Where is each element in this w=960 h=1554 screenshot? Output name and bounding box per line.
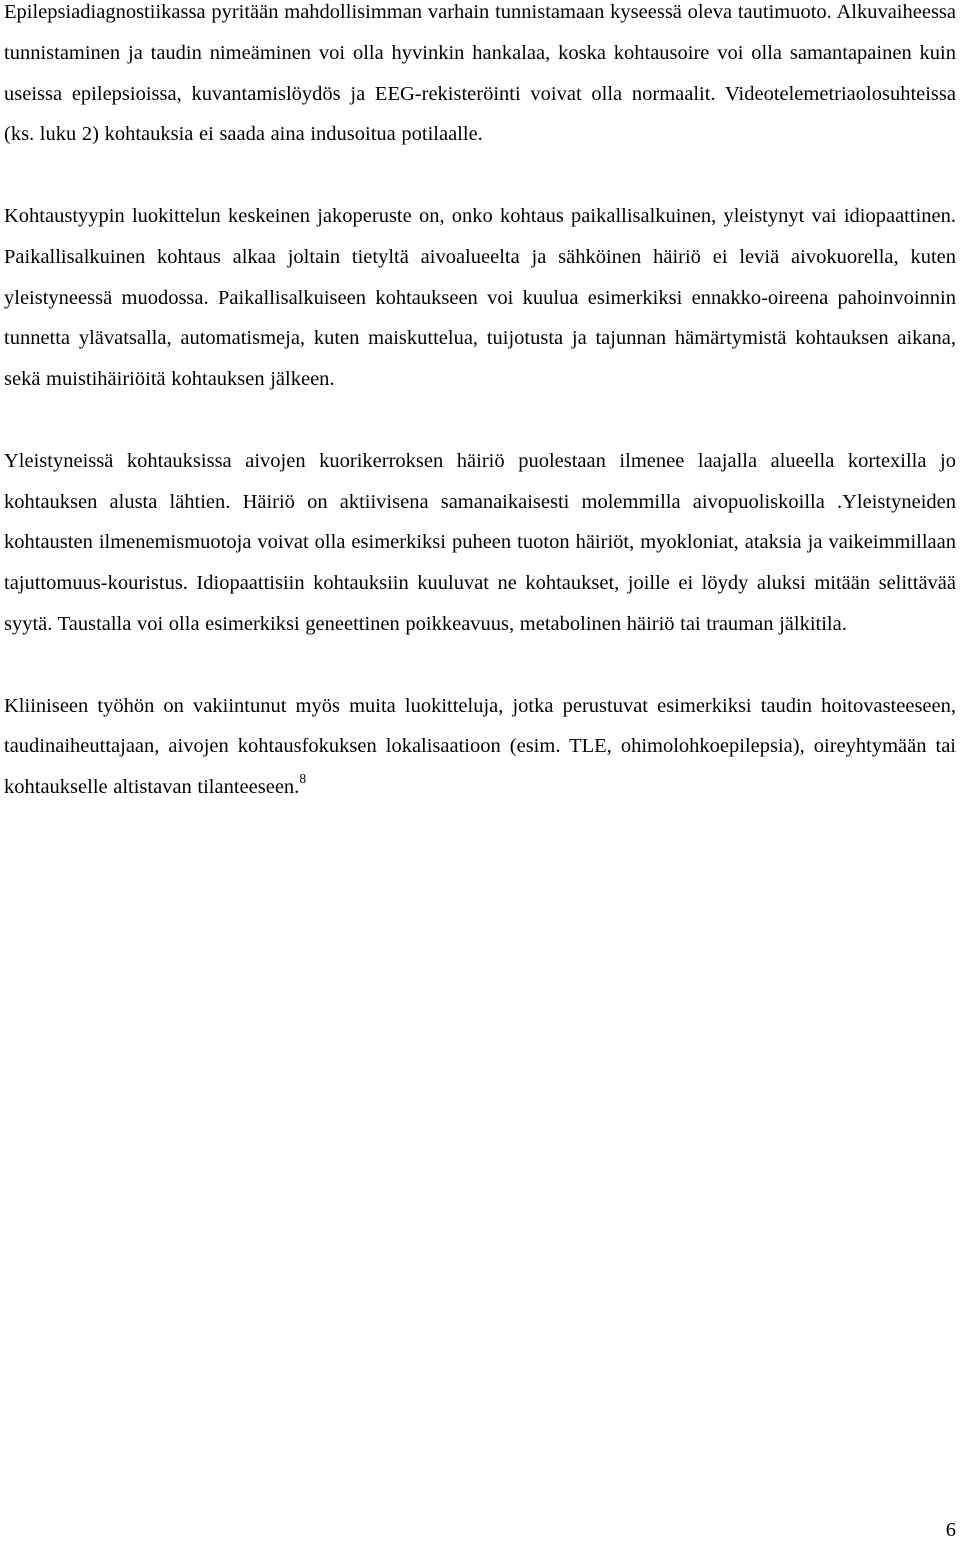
body-text [4, 0, 956, 849]
paragraph-generalized-seizures: Yleistyneissä kohtauksissa aivojen kuorikerroksen häiriö puolestaan ilmenee laajalla alueella kortexilla jo kohtauksen alusta lähtien. Häiriö on aktiivisena samanaikaisesti molemmilla aivopuoliskoilla .Yleistyneiden kohtausten ilmenemismuotoja voivat olla esimerkiksi puheen tuoton häiriöt, myokloniat, ataksia ja vaikeimmillaan tajuttomuus-kouristus. Idiopaattisiin kohtauksiin kuuluvat ne kohtaukset, joille ei löydy aluksi mitään selittävää syytä. Taustalla voi olla esimerkiksi geneettinen poikkeavuus, metabolinen häiriö tai trauman jälkitila. [4, 449, 956, 635]
page-number: 6 [945, 1519, 956, 1541]
paragraph-seizure-classification: Kohtaustyypin luokittelun keskeinen jakoperuste on, onko kohtaus paikallisalkuinen, yleistynyt vai idiopaattinen. Paikallisalkuinen kohtaus alkaa joltain tietyltä aivoalueelta ja sähköinen häiriö ei leviä aivokuorella, kuten yleistyneessä muodossa. Paikallisalkuiseen kohtaukseen voi kuulua esimerkiksi ennakko-oireena pahoinvoinnin tunnetta ylävatsalla, automatismeja, kuten maiskuttelua, tuijotusta ja tajunnan hämärtymistä kohtauksen aikana, sekä muistihäiriöitä kohtauksen jälkeen. [4, 204, 956, 391]
paragraph-other-classifications [4, 686, 956, 808]
paragraph-diagnostics: Epilepsiadiagnostiikassa pyritään mahdollisimman varhain tunnistamaan kyseessä oleva tautimuoto. Alkuvaiheessa tunnistaminen ja taudin nimeäminen voi olla hyvinkin hankalaa, koska kohtausoire voi olla samantapainen kuin useissa epilepsioissa, kuvantamislöydös ja EEG-rekisteröinti voivat olla normaalit. Videotelemetriaolosuhteissa (ks. luku 2) kohtauksia ei saada aina indusoitua potilaalle. [4, 1, 956, 146]
paragraph-other-classifications-text: Kliiniseen työhön on vakiintunut myös muita luokitteluja, jotka perustuvat esimerkiksi taudin hoitovasteeseen, taudinaiheuttajaan, aivojen kohtausfokuksen lokalisaatioon (esim. TLE, ohimolohkoepilepsia), oireyhtymään tai kohtaukselle altistavan tilanteeseen. [4, 694, 956, 799]
footnote-marker: 8 [299, 771, 307, 787]
